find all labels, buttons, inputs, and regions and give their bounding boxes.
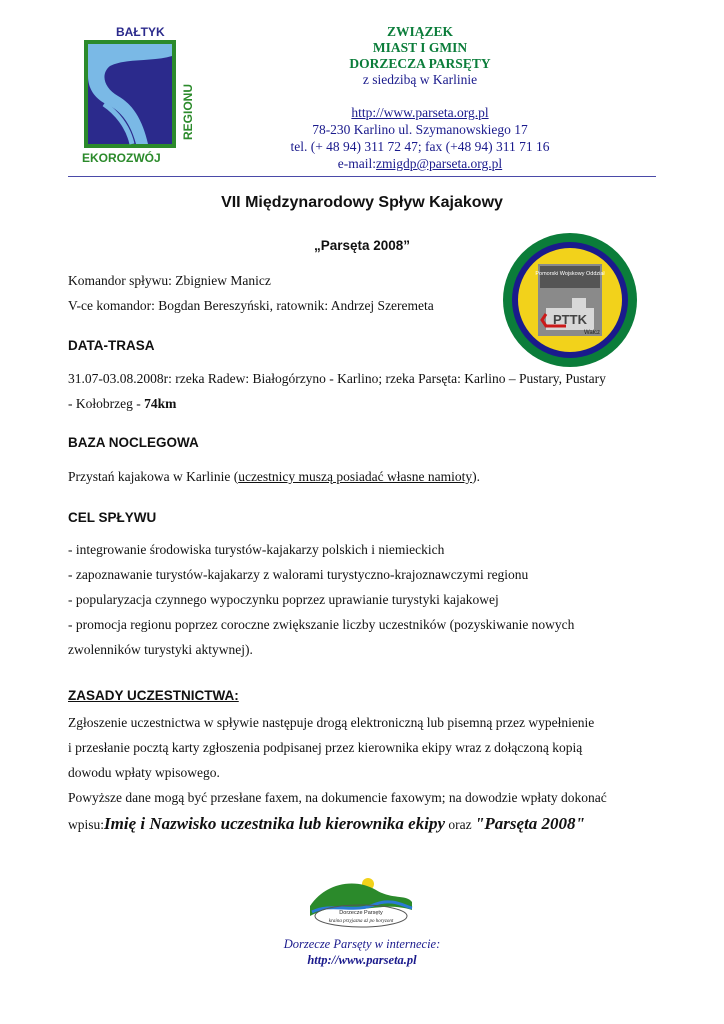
rules-emph-2: "Parsęta 2008"	[474, 814, 585, 833]
footer	[0, 936, 724, 968]
badge-bottom-text: Wałcz	[583, 330, 601, 336]
footer-link[interactable]: http://www.parseta.pl	[307, 953, 417, 967]
route-line-2	[68, 391, 658, 416]
rules-emph-1: Imię i Nazwisko uczestnika lub kierownika ekipy	[104, 814, 445, 833]
commander: Komandor spływu: Zbigniew Manicz	[68, 273, 271, 288]
phone-fax: tel. (+ 48 94) 311 72 47; fax (+48 94) 311 71 16	[290, 139, 550, 154]
rules-line: dowodu wpłaty wpisowego.	[68, 765, 220, 780]
logo-side-text: REGIONU	[181, 83, 195, 140]
route-distance: 74km	[144, 396, 177, 411]
bottom-logo-line-1: Dorzecze Parsęty	[339, 910, 383, 916]
badge-top-text: Pomorski Wojskowy Oddział	[535, 271, 605, 277]
rules-last-prefix: wpisu:	[68, 817, 105, 832]
section-heading-data: DATA-TRASA	[68, 338, 155, 353]
list-item: - integrowanie środowiska turystów-kajakarzy polskich i niemieckich	[68, 542, 445, 557]
contact-info	[250, 104, 590, 172]
header-divider	[68, 176, 656, 177]
logo-top-text: BAŁTYK	[116, 25, 165, 39]
goals-list	[68, 537, 658, 662]
bottom-logo-line-2: kraina przyjazna aż po horyzont	[328, 919, 394, 924]
list-item: - zapoznawanie turystów-kajakarzy z walorami turystyczno-krajoznawczymi regionu	[68, 567, 529, 582]
email-line	[250, 155, 590, 172]
section-heading-baza: BAZA NOCLEGOWA	[68, 435, 199, 450]
ekorozwoj-logo	[82, 22, 206, 168]
organization-name	[290, 24, 550, 88]
email-label: e-mail:	[337, 156, 377, 171]
page-title: VII Międzynarodowy Spływ Kajakowy	[221, 194, 503, 211]
rules-last-middle: oraz	[445, 817, 475, 832]
lodging-prefix: Przystań kajakowa w Karlinie (	[68, 469, 239, 484]
lodging-text	[68, 464, 658, 489]
rules-last-line	[68, 810, 658, 839]
event-subtitle: „Parsęta 2008”	[313, 238, 411, 253]
org-line-3: DORZECZA PARSĘTY	[349, 56, 491, 71]
rules-line: Zgłoszenie uczestnictwa w spływie następuje drogą elektroniczną lub pisemną przez wypełnienie	[68, 715, 595, 730]
vice-commander: V-ce komandor: Bogdan Bereszyński, ratownik: Andrzej Szeremeta	[68, 298, 434, 313]
route-text	[68, 366, 658, 416]
route-line-2-prefix: - Kołobrzeg -	[68, 396, 145, 411]
org-line-4: z siedzibą w Karlinie	[362, 72, 478, 87]
list-item: - promocja regionu poprzez coroczne zwiększanie liczby uczestników (pozyskiwanie nowych	[68, 617, 575, 632]
badge-letters: PTTK	[553, 312, 587, 327]
dorzecze-parsety-logo	[306, 872, 416, 932]
list-item: zwolenników turystyki aktywnej).	[68, 642, 253, 657]
rules-line: i przesłanie pocztą karty zgłoszenia podpisanej przez kierownika ekipy wraz z dołączoną kopią	[68, 740, 583, 755]
lodging-note: uczestnicy muszą posiadać własne namioty	[238, 469, 473, 484]
email-link[interactable]: zmigdp@parseta.org.pl	[376, 156, 503, 171]
org-line-1: ZWIĄZEK	[386, 24, 454, 39]
list-item: - popularyzacja czynnego wypoczynku poprzez uprawianie turystyki kajakowej	[68, 592, 499, 607]
footer-line-1: Dorzecze Parsęty w internecie:	[283, 937, 441, 951]
logo-bottom-text: EKOROZWÓJ	[82, 151, 161, 165]
website-link[interactable]: http://www.parseta.org.pl	[351, 105, 489, 120]
org-line-2: MIAST I GMIN	[372, 40, 468, 55]
rules-text	[68, 710, 658, 839]
rules-line: Powyższe dane mogą być przesłane faxem, na dokumencie faxowym; na dowodzie wpłaty dokonać	[68, 790, 607, 805]
route-line-1: 31.07-03.08.2008r: rzeka Radew: Białogórzyno - Karlino; rzeka Parsęta: Karlino – Pustary, Pustary	[68, 371, 606, 386]
address: 78-230 Karlino ul. Szymanowskiego 17	[312, 122, 528, 137]
lodging-suffix: ).	[472, 469, 481, 484]
pttk-badge	[502, 232, 638, 368]
section-heading-cel: CEL SPŁYWU	[68, 510, 157, 525]
section-heading-zasady: ZASADY UCZESTNICTWA:	[68, 688, 239, 703]
